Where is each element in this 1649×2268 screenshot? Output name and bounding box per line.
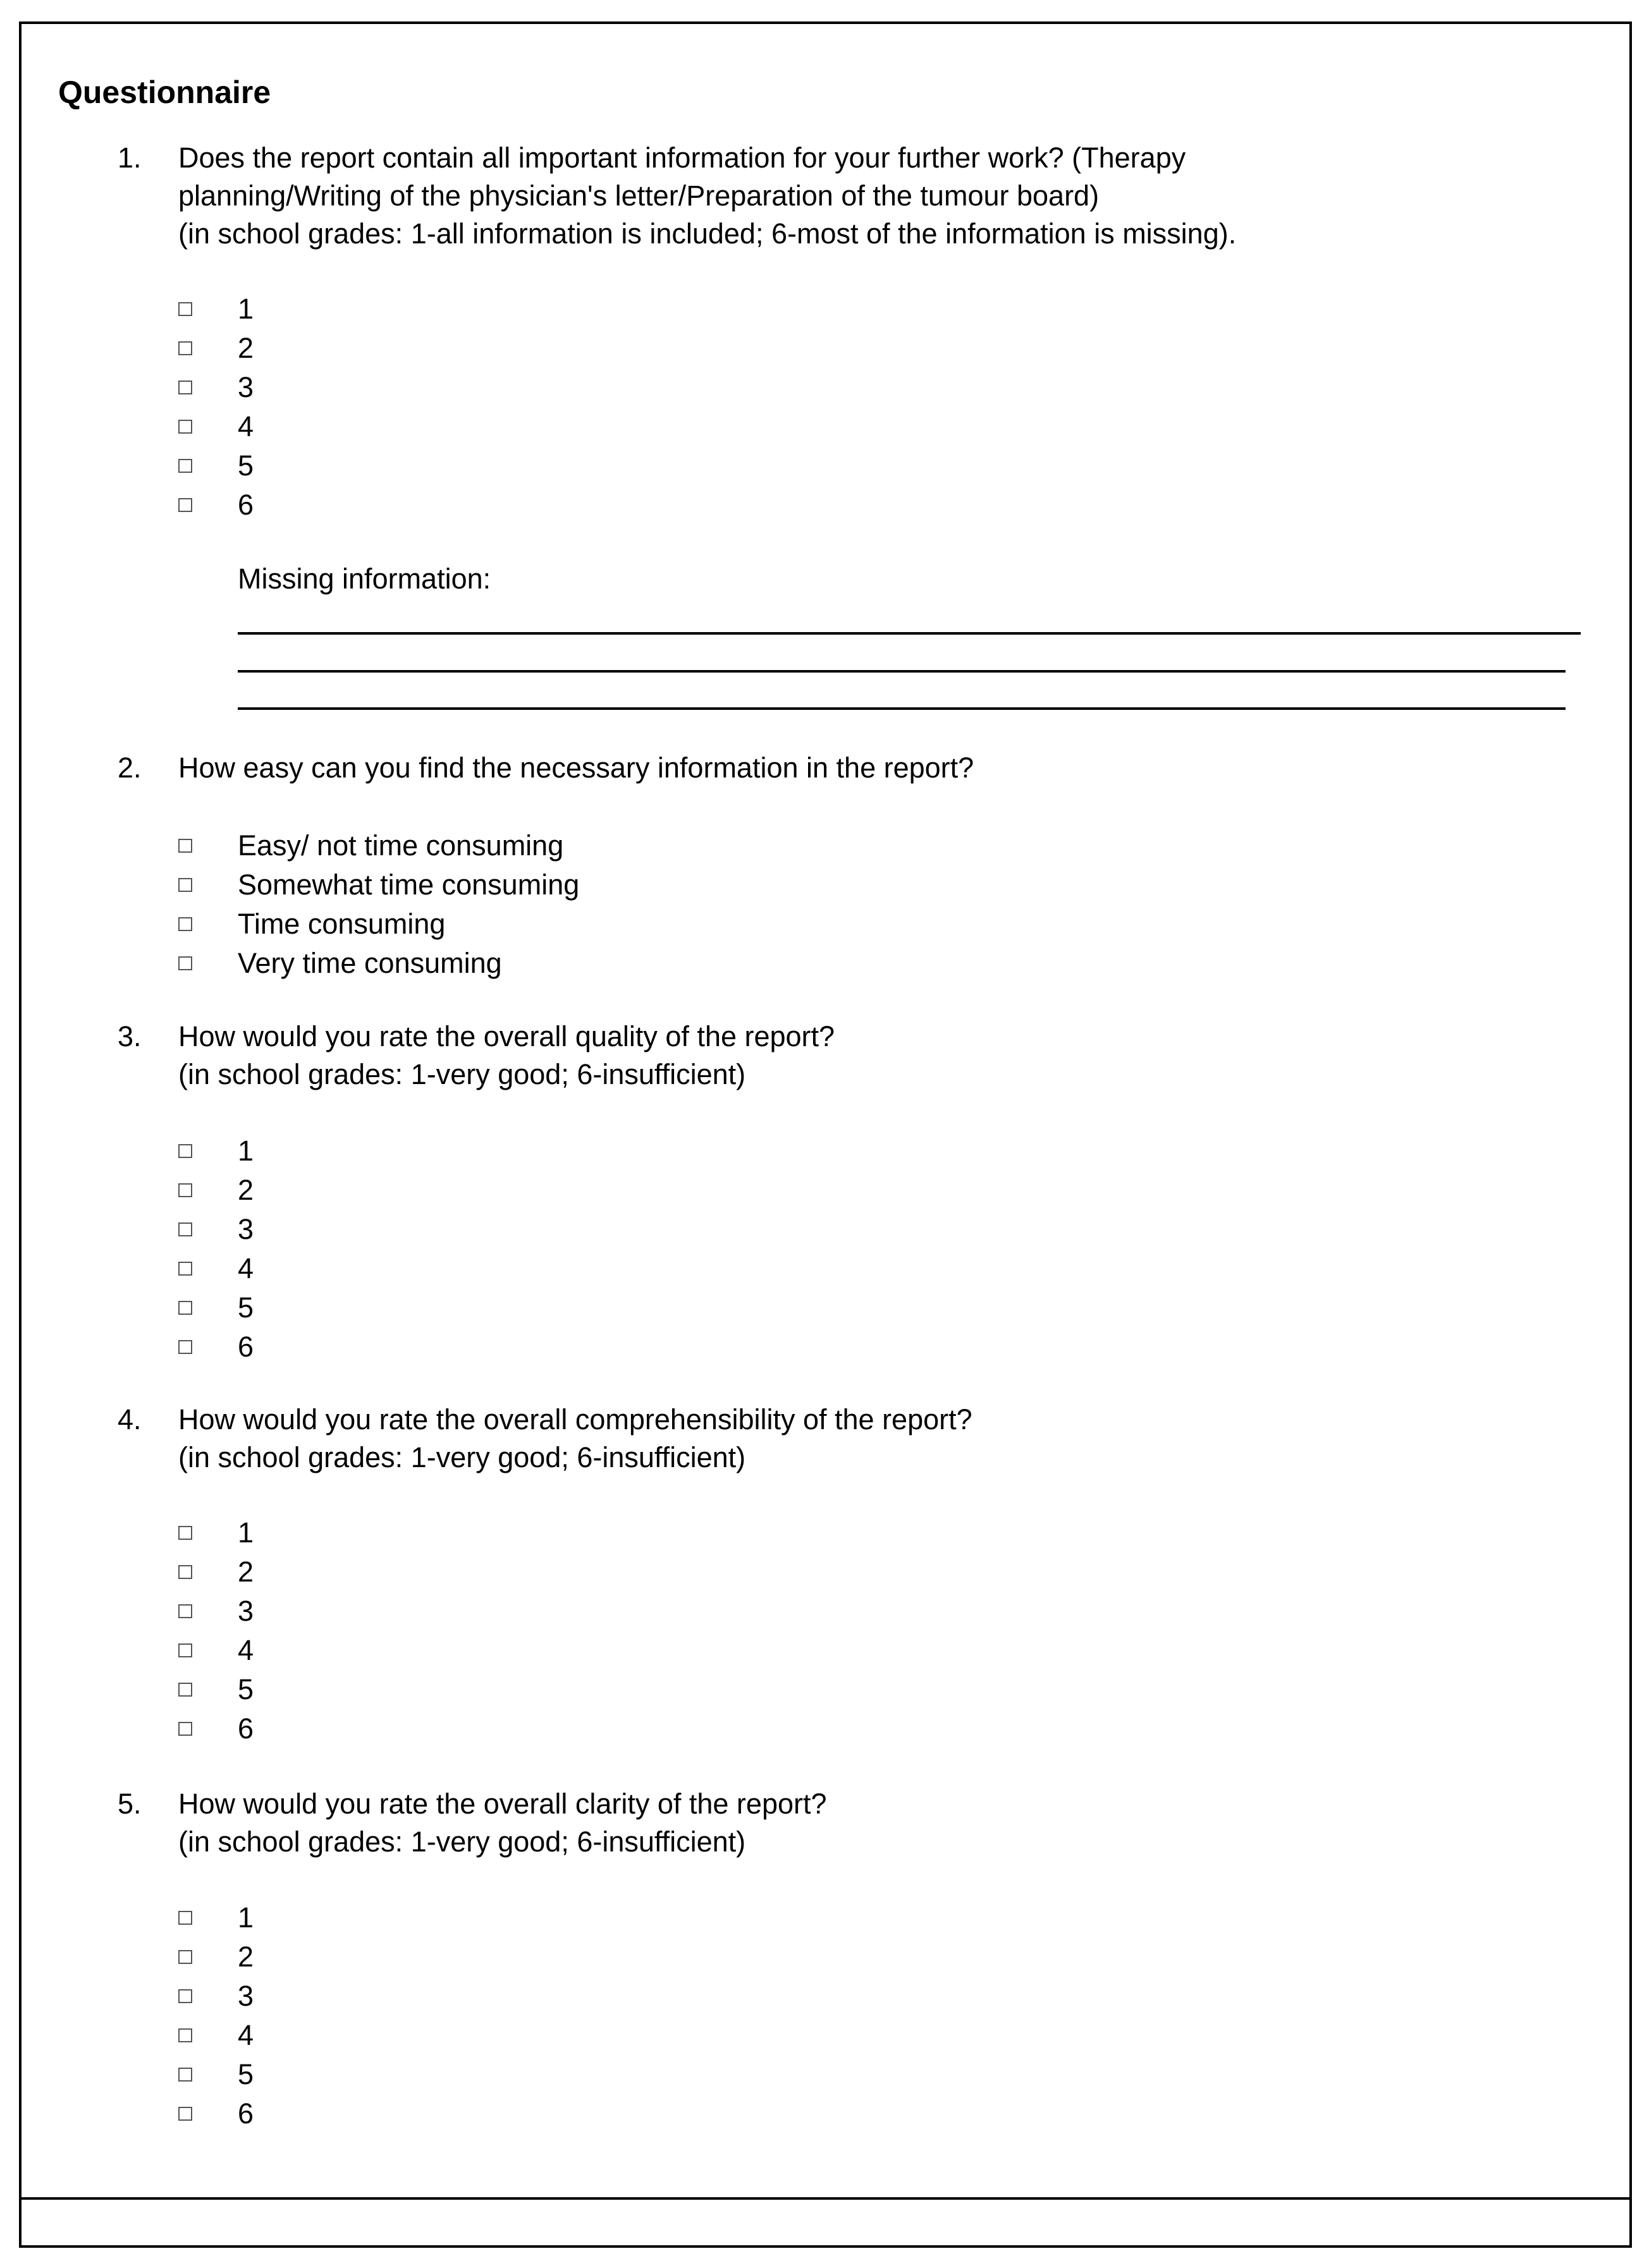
option-label: 4 [238,1634,254,1666]
checkbox[interactable] [178,1262,192,1276]
checkbox[interactable] [178,1222,192,1236]
checkbox[interactable] [178,2068,192,2082]
option-label: 3 [238,1213,254,1245]
option-label: 5 [238,2058,254,2090]
question-line: (in school grades: 1-very good; 6-insufficient) [178,1058,746,1090]
option-item [178,2094,1127,2133]
option-item [178,865,1127,905]
question-number: 5. [118,1788,142,1820]
checkbox[interactable] [178,1722,192,1736]
option-item [178,944,1127,983]
option-item [178,2016,1127,2055]
option-item [178,407,1127,446]
option-item [178,1709,1127,1748]
option-label: 4 [238,410,254,442]
option-label: Easy/ not time consuming [238,829,564,862]
option-label: 4 [238,1252,254,1284]
option-label: 5 [238,1291,254,1324]
question-line: (in school grades: 1-very good; 6-insufficient) [178,1441,746,1473]
option-label: Very time consuming [238,947,502,979]
checkbox[interactable] [178,1683,192,1697]
question-1-options [178,290,1127,525]
checkbox[interactable] [178,1301,192,1315]
question-line: Does the report contain all important information for your further work? (Therapy [178,142,1186,174]
option-item [178,826,1127,865]
option-item [178,446,1127,485]
question-text [178,1018,1582,1094]
question-text [178,139,1582,253]
option-item [178,1513,1127,1552]
checkbox[interactable] [178,1183,192,1197]
option-label: 5 [238,1673,254,1705]
question-4-options [178,1513,1127,1748]
option-label: 1 [238,1135,254,1167]
checkbox[interactable] [178,420,192,434]
checkbox[interactable] [178,2107,192,2121]
answer-line[interactable] [238,632,1581,635]
checkbox[interactable] [178,839,192,853]
option-label: Time consuming [238,908,446,940]
checkbox[interactable] [178,1144,192,1158]
question-number: 3. [118,1020,142,1052]
question-5-options [178,1898,1127,2133]
page-title: Questionnaire [58,75,271,110]
option-label: 2 [238,1556,254,1588]
checkbox[interactable] [178,1643,192,1657]
option-label: 2 [238,1941,254,1973]
checkbox[interactable] [178,459,192,473]
checkbox[interactable] [178,878,192,892]
option-label: 6 [238,1712,254,1745]
option-item [178,329,1127,368]
checkbox[interactable] [178,1604,192,1618]
checkbox[interactable] [178,1565,192,1579]
question-line: How would you rate the overall clarity of the report? [178,1788,827,1820]
question-line: How would you rate the overall comprehensibility of the report? [178,1403,972,1436]
option-item [178,1670,1127,1709]
question-text [178,1401,1582,1477]
option-label: 2 [238,332,254,364]
answer-line[interactable] [238,707,1566,710]
checkbox[interactable] [178,498,192,512]
checkbox[interactable] [178,1911,192,1925]
question-2-options [178,826,1127,983]
question-line: planning/Writing of the physician's letter/Preparation of the tumour board) [178,180,1100,212]
option-label: 6 [238,2097,254,2130]
option-label: 3 [238,371,254,403]
option-label: 1 [238,1901,254,1934]
checkbox[interactable] [178,1989,192,2003]
question-line: How easy can you find the necessary information in the report? [178,752,974,784]
question-text [178,1785,1582,1861]
option-item [178,368,1127,407]
option-item [178,1631,1127,1670]
option-label: 3 [238,1980,254,2012]
option-label: 4 [238,2019,254,2051]
missing-information-label: Missing information: [238,563,491,595]
question-line: (in school grades: 1-all information is included; 6-most of the information is missing). [178,217,1237,250]
option-item [178,905,1127,944]
option-item [178,1592,1127,1631]
option-item [178,1249,1127,1288]
checkbox[interactable] [178,917,192,931]
option-label: 5 [238,449,254,482]
checkbox[interactable] [178,956,192,970]
question-number: 2. [118,752,142,784]
question-number: 1. [118,142,142,174]
option-item [178,290,1127,329]
option-label: 1 [238,293,254,325]
checkbox[interactable] [178,2028,192,2042]
option-item [178,1898,1127,1937]
question-text [178,749,1582,787]
question-line: (in school grades: 1-very good; 6-insufficient) [178,1826,746,1858]
option-item [178,1977,1127,2016]
checkbox[interactable] [178,1950,192,1964]
checkbox[interactable] [178,1340,192,1354]
option-item [178,1937,1127,1977]
option-label: 6 [238,489,254,521]
option-label: Somewhat time consuming [238,869,580,901]
option-item [178,1210,1127,1249]
option-label: 3 [238,1595,254,1627]
option-item [178,1131,1127,1171]
option-label: 6 [238,1331,254,1363]
option-label: 2 [238,1174,254,1206]
checkbox[interactable] [178,1526,192,1540]
checkbox[interactable] [178,381,192,394]
question-3-options [178,1131,1127,1367]
checkbox[interactable] [178,341,192,355]
question-line: How would you rate the overall quality of the report? [178,1020,835,1052]
footer-divider [19,2197,1632,2200]
option-label: 1 [238,1516,254,1549]
option-item [178,2055,1127,2094]
answer-line[interactable] [238,670,1566,673]
option-item [178,1288,1127,1327]
question-number: 4. [118,1403,142,1436]
checkbox[interactable] [178,302,192,316]
option-item [178,1552,1127,1592]
option-item [178,1327,1127,1367]
option-item [178,1171,1127,1210]
option-item [178,485,1127,525]
